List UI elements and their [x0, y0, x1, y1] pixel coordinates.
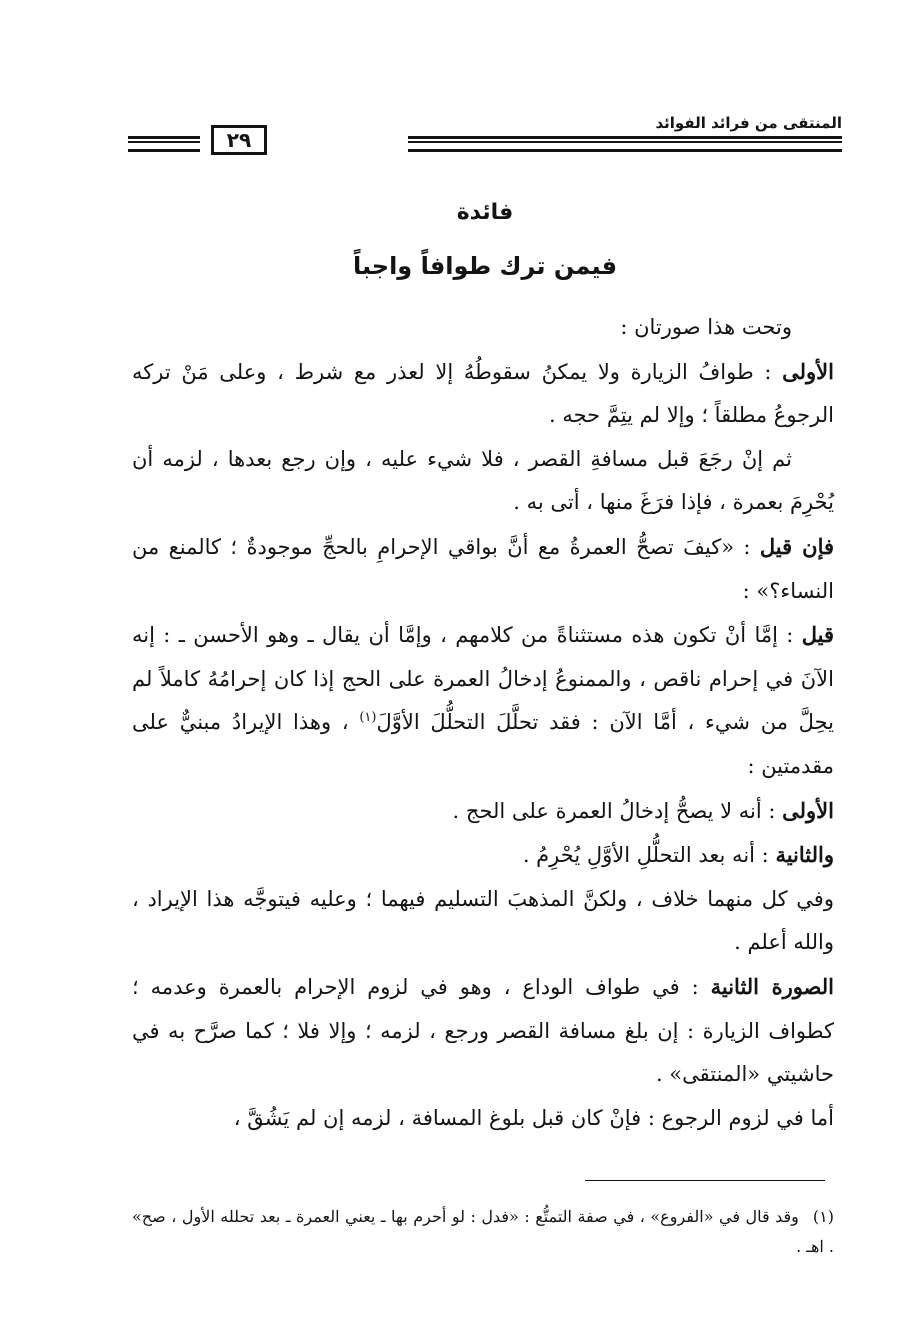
header-rule-left	[128, 136, 200, 152]
paragraph-text: : «كيفَ تصحُّ العمرةُ مع أنَّ بواقي الإحرامِ بالحجِّ موجودةٌ ؛ كالمنع من النساء؟» :	[132, 534, 834, 603]
paragraph-text: : طوافُ الزيارة ولا يمكنُ سقوطُهُ إلا لعذر مع شرط ، وعلى مَنْ تركه الرجوعُ مطلقاً ؛ وإلا لم يتِمَّ حجه .	[132, 359, 834, 428]
footnote	[132, 1202, 834, 1262]
footnote-marker[interactable]: (١)	[359, 710, 377, 726]
paragraph	[132, 350, 834, 438]
header-rule-right	[408, 136, 842, 152]
running-title: المنتقى من فرائد الفوائد	[655, 114, 842, 132]
paragraph-lead: الأولى	[782, 797, 834, 823]
paragraph-text: ثم إنْ رجَعَ قبل مسافةِ القصر ، فلا شيء عليه ، وإن رجع بعدها ، لزمه أن يُحْرِمَ بعمرة ، فإذا فرَغَ منها ، أتى به .	[132, 446, 834, 515]
paragraph-text: وتحت هذا صورتان :	[620, 315, 792, 339]
paragraph-text: : إمَّا أنْ تكون هذه مستثناةً من كلامهم ، وإمَّا أن يقال ـ وهو الأحسن ـ : إنه الآنَ في إحرام ناقص ، والممنوعُ إدخالُ العمرة على الحج إذا كان إحرامُهُ كاملاً لم يحِلَّ من شيء ، أمَّا الآن : فقد تحلَّلَ التحلُّلَ الأوَّلَ	[132, 623, 834, 735]
paragraph-lead: والثانية	[775, 842, 834, 868]
paragraph	[132, 525, 834, 613]
paragraph	[132, 965, 834, 1097]
paragraph	[132, 789, 834, 834]
footnote-divider	[585, 1180, 825, 1181]
paragraph-text: أما في لزوم الرجوع : فإنْ كان قبل بلوغ المسافة ، لزمه إن لم يَشُقَّ ،	[233, 1105, 834, 1130]
paragraph-text: ، وهذا الإيرادُ مبنيٌّ على مقدمتين :	[132, 710, 834, 778]
paragraph-text: : في طواف الوداع ، وهو في لزوم الإحرام بالعمرة وعدمه ؛ كطواف الزيارة : إن بلغ مسافة القصر ورجع ، لزمه ؛ وإلا فلا ؛ كما صرَّح به في حاشيتي «المنتقى» .	[132, 974, 834, 1087]
paragraph	[132, 438, 834, 525]
paragraph	[132, 613, 834, 788]
page-number: ٢٩	[211, 125, 267, 155]
body-text	[132, 306, 834, 1140]
footnote-text: وقد قال في «الفروع» ، في صفة التمتُّع : «فدل : لو أحرم بها ـ يعني العمرة ـ بعد تحلله الأول ، صح» . اهـ .	[132, 1207, 834, 1256]
paragraph-text: : أنه لا يصحُّ إدخالُ العمرة على الحج .	[452, 798, 783, 823]
paragraph-lead: الصورة الثانية	[710, 973, 834, 999]
section-subtitle: فيمن ترك طوافاً واجباً	[352, 252, 618, 280]
page-number-frame	[211, 125, 389, 157]
paragraph-lead: قيل	[801, 622, 835, 648]
paragraph	[132, 1097, 834, 1141]
footnote-number: (١)	[812, 1207, 834, 1226]
paragraph	[132, 833, 834, 878]
paragraph	[132, 878, 834, 965]
page-header	[128, 112, 842, 160]
paragraph-text: وفي كل منهما خلاف ، ولكنَّ المذهبَ التسليم فيهما ؛ وعليه فيتوجَّه هذا الإيراد ، والله أعلم .	[132, 886, 834, 955]
paragraph-lead: الأولى	[782, 358, 834, 384]
paragraph-text: : أنه بعد التحلُّلِ الأوَّلِ يُحْرِمُ .	[522, 843, 776, 868]
section-title: فائدة	[456, 200, 514, 225]
paragraph-lead: فإن قيل	[759, 533, 835, 559]
paragraph	[132, 306, 834, 350]
